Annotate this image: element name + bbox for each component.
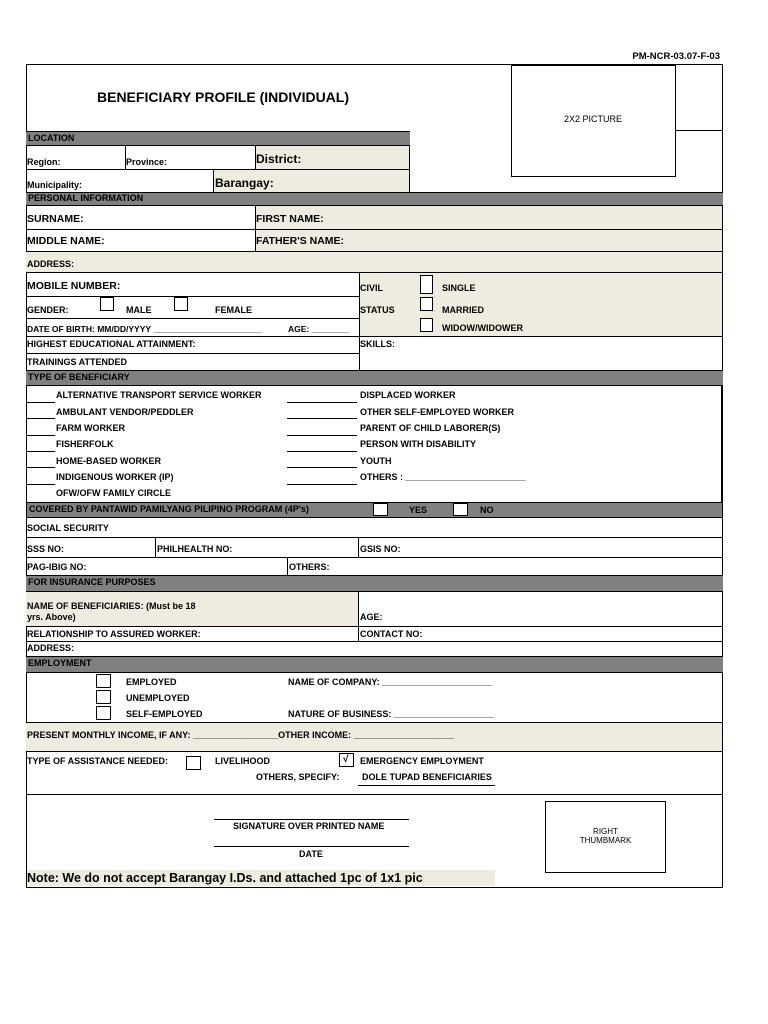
insurance-header: FOR INSURANCE PURPOSES [28,577,156,587]
single-checkbox[interactable] [420,275,433,294]
unemployed-checkbox[interactable] [96,690,111,704]
income-label: PRESENT MONTHLY INCOME, IF ANY: _________________OTHER INCOME: ____________________ [27,730,454,740]
male-label: MALE [126,305,152,315]
personal-header-bar [26,192,723,206]
insurance-address-label: ADDRESS: [27,643,75,653]
picture-label: 2X2 PICTURE [564,114,623,124]
others-label: OTHERS: [289,562,330,572]
social-security-header: SOCIAL SECURITY [27,523,109,533]
company-label: NAME OF COMPANY: ______________________ [288,677,493,687]
male-checkbox[interactable] [100,297,114,311]
beneficiary-type-header: TYPE OF BENEFICIARY [28,372,130,382]
middle-name-label: MIDDLE NAME: [27,235,105,247]
thumbmark-label-2: THUMBMARK [579,836,632,845]
province-label: Province: [126,157,168,167]
employment-header: EMPLOYMENT [28,658,92,668]
personal-header: PERSONAL INFORMATION [28,193,144,203]
employed-label: EMPLOYED [126,677,177,687]
beneficiary-type-header-bar [26,370,723,386]
region-label: Region: [27,157,61,167]
four-ps-no-label: NO [480,505,494,515]
livelihood-label: LIVELIHOOD [215,756,271,766]
assistance-label: TYPE OF ASSISTANCE NEEDED: [27,756,169,766]
livelihood-checkbox[interactable] [186,756,201,770]
emergency-employment-label: EMERGENCY EMPLOYMENT [360,756,484,766]
beneficiary-name-label-2: yrs. Above) [27,612,76,622]
surname-label: SURNAME: [27,213,84,225]
age-label: AGE: ________ [288,324,350,334]
widow-checkbox[interactable] [420,318,433,332]
female-checkbox[interactable] [174,297,188,311]
trainings-label: TRAININGS ATTENDED [27,357,127,367]
date-of-birth-label: DATE OF BIRTH: MM/DD/YYYY _______________________ [27,324,262,334]
beneficiary-name-label-1: NAME OF BENEFICIARIES: (Must be 18 [27,601,196,611]
first-name-label: FIRST NAME: [256,213,324,225]
education-label: HIGHEST EDUCATIONAL ATTAINMENT: [27,339,196,349]
civil-label: CIVIL [360,283,384,293]
beneficiary-type-left-5: INDIGENOUS WORKER (IP) [56,472,174,482]
gender-label: GENDER: [27,305,69,315]
four-ps-no-checkbox[interactable] [453,503,468,516]
beneficiary-type-right-2: PARENT OF CHILD LABORER(S) [360,423,501,433]
married-checkbox[interactable] [420,297,433,311]
philhealth-label: PHILHEALTH NO: [157,544,233,554]
widow-label: WIDOW/WIDOWER [442,323,523,333]
female-label: FEMALE [215,305,252,315]
status-label: STATUS [360,305,395,315]
signature-label: SIGNATURE OVER PRINTED NAME [233,821,385,831]
four-ps-label: COVERED BY PANTAWID PAMILYANG PILIPINO PROGRAM (4P's) [29,504,309,514]
note: Note: We do not accept Barangay I.Ds. and attached 1pc of 1x1 pic [27,871,423,885]
date-label: DATE [299,849,323,859]
insurance-header-bar [26,575,723,592]
date-line [214,846,409,847]
contact-label: CONTACT NO: [360,629,423,639]
relationship-label: RELATIONSHIP TO ASSURED WORKER: [27,629,201,639]
beneficiary-type-left-4: HOME-BASED WORKER [56,456,161,466]
employment-header-bar [26,656,723,673]
others-specify-value: DOLE TUPAD BENEFICIARIES [362,772,492,782]
sss-label: SSS NO: [27,544,65,554]
gsis-label: GSIS NO: [360,544,401,554]
fathers-name-label: FATHER'S NAME: [256,235,345,247]
beneficiary-type-left-0: ALTERNATIVE TRANSPORT SERVICE WORKER [56,390,262,400]
municipality-label: Municipality: [27,180,83,190]
beneficiary-type-left-2: FARM WORKER [56,423,125,433]
page-title: BENEFICIARY PROFILE (INDIVIDUAL) [97,89,350,105]
insurance-age-label: AGE: [360,612,383,622]
self-employed-label: SELF-EMPLOYED [126,709,203,719]
beneficiary-type-left-1: AMBULANT VENDOR/PEDDLER [56,407,194,417]
self-employed-checkbox[interactable] [96,706,111,720]
business-label: NATURE OF BUSINESS: ____________________ [288,709,494,719]
four-ps-yes-checkbox[interactable] [373,503,388,516]
single-label: SINGLE [442,283,476,293]
unemployed-label: UNEMPLOYED [126,693,190,703]
emergency-check-mark: √ [343,754,349,765]
others-specify-label: OTHERS, SPECIFY: [256,772,340,782]
married-label: MARRIED [442,305,484,315]
address-label: ADDRESS: [27,259,75,269]
skills-label: SKILLS: [360,339,395,349]
form-code: PM-NCR-03.07-F-03 [632,51,720,62]
four-ps-yes-label: YES [409,505,428,515]
barangay-label: Barangay: [215,176,274,190]
beneficiary-type-left-6: OFW/OFW FAMILY CIRCLE [56,488,171,498]
beneficiary-type-right-0: DISPLACED WORKER [360,390,456,400]
location-header-bar [26,131,410,146]
beneficiary-type-left-3: FISHERFOLK [56,439,114,449]
district-label: District: [256,152,302,166]
beneficiary-type-right-5: OTHERS : ________________________ [360,472,526,482]
location-header: LOCATION [28,133,75,143]
pagibig-label: PAG-IBIG NO: [27,562,87,572]
beneficiary-type-right-3: PERSON WITH DISABILITY [360,439,477,449]
employed-checkbox[interactable] [96,674,111,688]
beneficiary-type-right-4: YOUTH [360,456,392,466]
beneficiary-type-right-1: OTHER SELF-EMPLOYED WORKER [360,407,515,417]
mobile-number-label: MOBILE NUMBER: [27,280,121,292]
signature-line [214,819,409,820]
thumbmark-label-1: RIGHT [593,827,618,836]
